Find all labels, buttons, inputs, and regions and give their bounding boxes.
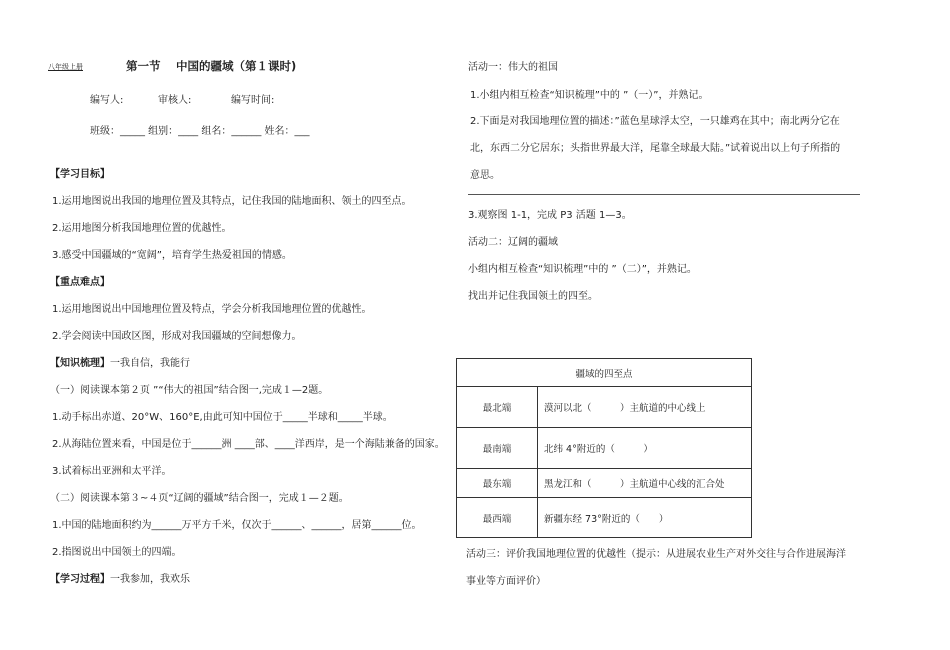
activity-3-title: 活动三：评价我国地理位置的优越性（提示：从进展农业生产对外交往与合作进展海洋 (466, 549, 846, 560)
divider-line (468, 194, 860, 195)
table-row-label: 最西端 (457, 498, 538, 538)
key-point-item: 2.学会阅读中国政区图，形成对我国疆域的空间想像力。 (52, 331, 302, 342)
write-time-label: 编写时间: (231, 95, 275, 106)
knowledge-section-2: （二）阅读课本第３~４页“辽阔的疆域”结合图一，完成１—２题。 (50, 493, 349, 504)
activity-2-line: 小组内相互检查“知识梳理”中的 ”（二）”，并熟记。 (468, 264, 697, 275)
knowledge-item: 3.试着标出亚洲和太平洋。 (52, 466, 172, 477)
knowledge-item: 1.中国的陆地面积约为______万平方千米，仅次于______、______，居第______位。 (52, 520, 422, 531)
activity-1-item: 2.下面是对我国地理位置的描述：”蓝色星球浮太空，一只雄鸡在其中；南北两分它在 (470, 116, 840, 127)
process-heading-suffix: 一我参加，我欢乐 (110, 574, 190, 585)
activity-1-item-cont: 北，东西二分它居东；头指世界最大洋，尾靠全球最大陆。”试着说出以上句子所指的 (470, 143, 841, 154)
class-info-row: 班级：_____ 组别：____ 组名：______ 姓名：___ (90, 126, 310, 137)
table-row-label: 最北端 (457, 387, 538, 428)
author-label: 编写人: (90, 95, 124, 106)
activity-3-title-cont: 事业等方面评价） (466, 576, 546, 587)
activity-1-item: 3.观察图 1-1，完成 P3 活题 1—3。 (468, 210, 632, 221)
knowledge-item: 2.从海陆位置来看，中国是位于______洲 ____部、____洋西岸，是一个海陆兼备的国家。 (52, 439, 445, 450)
activity-1-title: 活动一：伟大的祖国 (468, 62, 558, 73)
reviewer-label: 审核人: (158, 95, 192, 106)
activity-2-line: 找出并记住我国领土的四至。 (468, 291, 598, 302)
key-point-item: 1.运用地图说出中国地理位置及特点，学会分析我国地理位置的优越性。 (52, 304, 372, 315)
page-title: 第一节 中国的疆域（第１课时) (126, 59, 297, 73)
activity-2-title: 活动二：辽阔的疆域 (468, 237, 558, 248)
table-caption: 疆域的四至点 (457, 359, 752, 387)
process-heading: 【学习过程】 (50, 574, 110, 585)
goal-item: 2.运用地图分析我国地理位置的优越性。 (52, 223, 232, 234)
key-points-heading: 【重点难点】 (50, 277, 110, 288)
goal-item: 3.感受中国疆域的“宽阔”，培育学生热爱祖国的情感。 (52, 250, 292, 261)
knowledge-item: 1.动手标出赤道、20°W、160°E,由此可知中国位于_____半球和_____半球。 (52, 412, 393, 423)
knowledge-heading-row (50, 354, 190, 369)
table-header-row (457, 359, 752, 387)
table-row (457, 469, 752, 498)
goals-heading: 【学习目标】 (50, 169, 110, 180)
grade-label: 八年级上册 (48, 63, 83, 71)
activity-1-item-cont: 意思。 (470, 170, 500, 181)
knowledge-heading: 【知识梳理】 (50, 358, 110, 369)
knowledge-heading-suffix: 一我自信，我能行 (110, 358, 190, 369)
table-row-text: 新疆东经 73°附近的（ ） (538, 498, 752, 538)
goal-item: 1.运用地图说出我国的地理位置及其特点，记住我国的陆地面积、领土的四至点。 (52, 196, 412, 207)
activity-1-item: 1.小组内相互检查“知识梳理”中的 ”（一）”，并熟记。 (470, 90, 709, 101)
table-row-text: 黑龙江和（ ）主航道中心线的汇合处 (538, 469, 752, 498)
knowledge-item: 2.指图说出中国领土的四端。 (52, 547, 182, 558)
process-heading-row (50, 570, 190, 585)
table-row (457, 387, 752, 428)
table-row-text: 北纬 4°附近的（ ） (538, 428, 752, 469)
table-row-label: 最南端 (457, 428, 538, 469)
table-row-text: 漠河以北（ ）主航道的中心线上 (538, 387, 752, 428)
knowledge-section-1: （一）阅读课本第２页 ”“伟大的祖国”结合图一,完成１—2题。 (50, 385, 329, 396)
table-row (457, 428, 752, 469)
table-row-label: 最东端 (457, 469, 538, 498)
table-row (457, 498, 752, 538)
boundary-points-table (456, 358, 752, 538)
